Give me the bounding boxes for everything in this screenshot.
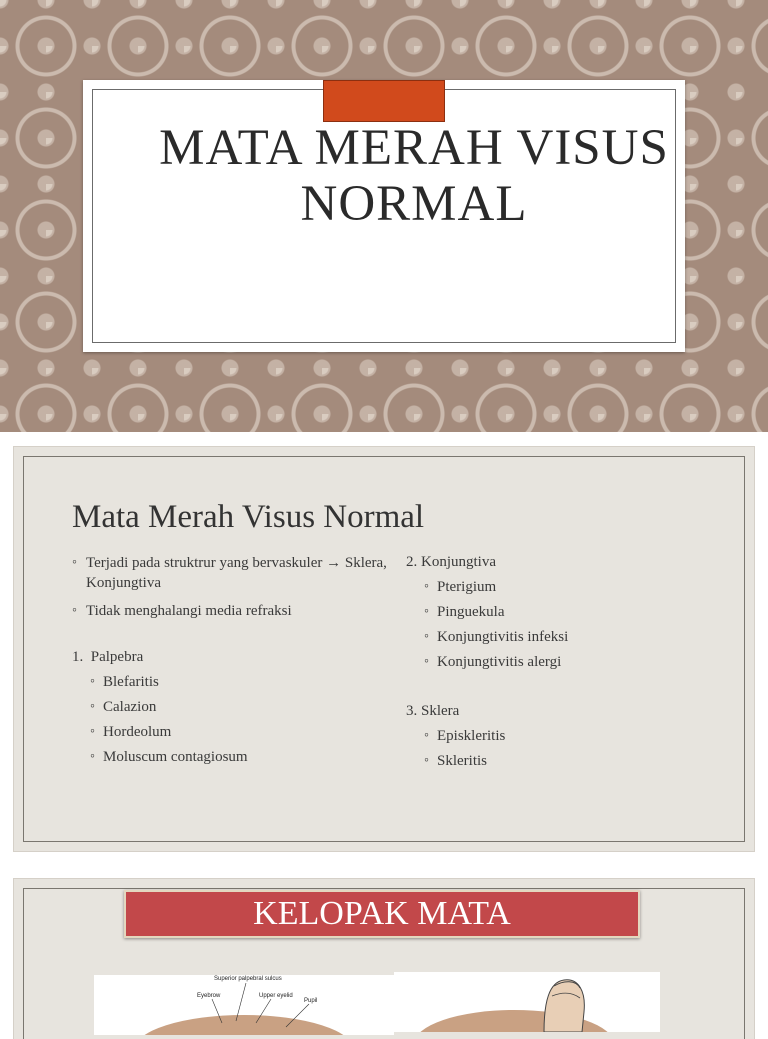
- thumb-eyelid-drawing: [394, 972, 660, 1032]
- bullet-item: ◦ Tidak menghalangi media refraksi: [72, 601, 392, 621]
- section-heading-konjungtiva: 2. Konjungtiva: [406, 554, 496, 570]
- title-frame: [83, 80, 685, 352]
- bullet-item: ◦ Terjadi pada struktrur yang bervaskuler → Sklera, Konjungtiva: [72, 553, 392, 593]
- list-item: ◦ Pterigium: [406, 577, 706, 597]
- title-slide: [0, 0, 768, 432]
- list-item: ◦ Calazion: [72, 697, 392, 717]
- label-superior-sulcus: Superior palpebral sulcus: [214, 976, 282, 982]
- list-item: ◦ Episkleritis: [406, 726, 706, 746]
- content-slide: [14, 447, 754, 851]
- section-heading-palpebra: 1. Palpebra: [72, 649, 144, 665]
- list-item: ◦ Hordeolum: [72, 722, 392, 742]
- list-item: ◦ Konjungtivitis infeksi: [406, 627, 706, 647]
- content-title: Mata Merah Visus Normal: [72, 499, 425, 535]
- list-item: ◦ Blefaritis: [72, 672, 392, 692]
- eyelid-banner: KELOPAK MATA: [124, 890, 640, 938]
- list-item: ◦ Konjungtivitis alergi: [406, 652, 706, 672]
- eyelid-photo: [394, 972, 660, 1032]
- list-item: ◦ Moluscum contagiosum: [72, 747, 392, 767]
- title-line-2: NORMAL: [300, 176, 528, 232]
- list-item: ◦ Pinguekula: [406, 602, 706, 622]
- slide-title: [123, 120, 705, 232]
- accent-bar: [323, 80, 445, 122]
- right-column: [406, 552, 706, 771]
- left-column: [72, 553, 392, 767]
- label-pupil: Pupil: [304, 998, 318, 1004]
- section-heading-sklera: 3. Sklera: [406, 703, 460, 719]
- title-line-1: MATA MERAH VISUS: [159, 120, 669, 176]
- list-item: ◦ Skleritis: [406, 751, 706, 771]
- label-upper-eyelid: Upper eyelid: [259, 993, 293, 999]
- eye-anatomy-figure: [94, 975, 394, 1035]
- eyelid-slide: [14, 879, 754, 1039]
- label-eyebrow: Eyebrow: [197, 993, 221, 999]
- eye-anatomy-drawing: [94, 975, 394, 1035]
